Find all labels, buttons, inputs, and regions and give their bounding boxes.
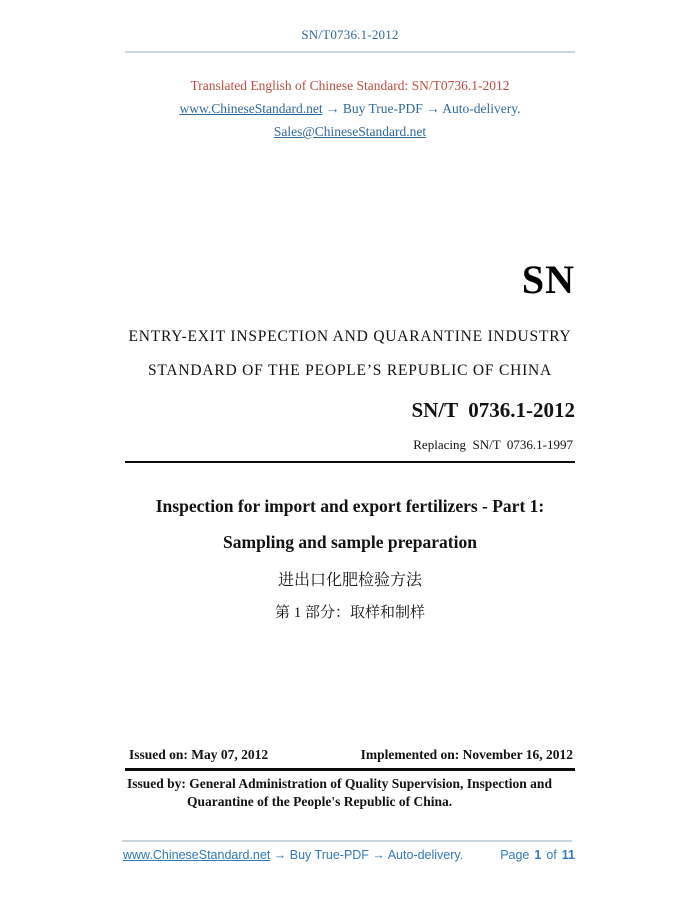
footer-promo-line <box>123 848 463 862</box>
promo-tail: → Buy True-PDF → Auto-delivery. <box>322 101 521 116</box>
footer-promo-tail: → Buy True-PDF → Auto-delivery. <box>270 848 464 862</box>
title-en-line1: Inspection for import and export fertilizers - Part 1: <box>155 496 545 516</box>
translated-note: Translated English of Chinese Standard: SN/T0736.1-2012 <box>190 78 510 93</box>
running-header-doc-code: SN/T0736.1-2012 <box>301 27 399 42</box>
page-current: 1 <box>534 848 542 862</box>
sales-line <box>0 124 700 140</box>
title-en-line2: Sampling and sample preparation <box>223 532 477 552</box>
footer-divider <box>122 840 572 842</box>
page-total: 11 <box>561 848 575 862</box>
standard-org-line1: ENTRY-EXIT INSPECTION AND QUARANTINE INDUSTRY <box>128 328 572 345</box>
title-zh-line1: 进出口化肥检验方法 <box>277 572 422 589</box>
issuer-line1: Issued by: General Administration of Quality Supervision, Inspection and <box>127 776 552 791</box>
site-link[interactable]: www.ChineseStandard.net <box>179 101 323 116</box>
title-zh-line2: 第 1 部分：取样和制样 <box>274 605 425 621</box>
sales-email-link[interactable]: Sales@ChineseStandard.net <box>273 124 427 139</box>
standard-org-line2: STANDARD OF THE PEOPLE’S REPUBLIC OF CHINA <box>147 362 553 379</box>
footer <box>123 848 575 862</box>
dates-divider <box>125 768 575 771</box>
implemented-on-label: Implemented on: November 16, 2012 <box>360 747 573 762</box>
issuer-line2: Quarantine of the People's Republic of China. <box>187 794 453 809</box>
standard-code: SN/T 0736.1-2012 <box>411 398 575 422</box>
replacing-note: Replacing SN/T 0736.1-1997 <box>413 437 573 452</box>
title-divider <box>125 461 575 463</box>
footer-site-link[interactable]: www.ChineseStandard.net <box>123 848 271 862</box>
page-label: Page <box>500 848 530 862</box>
issued-on-label: Issued on: May 07, 2012 <box>129 747 269 762</box>
page-of-label: of <box>546 848 557 862</box>
page-indicator <box>500 848 575 862</box>
sn-logo: SN <box>521 257 575 302</box>
header-divider <box>125 51 575 53</box>
dates-row <box>129 747 573 763</box>
promo-line <box>0 101 700 117</box>
